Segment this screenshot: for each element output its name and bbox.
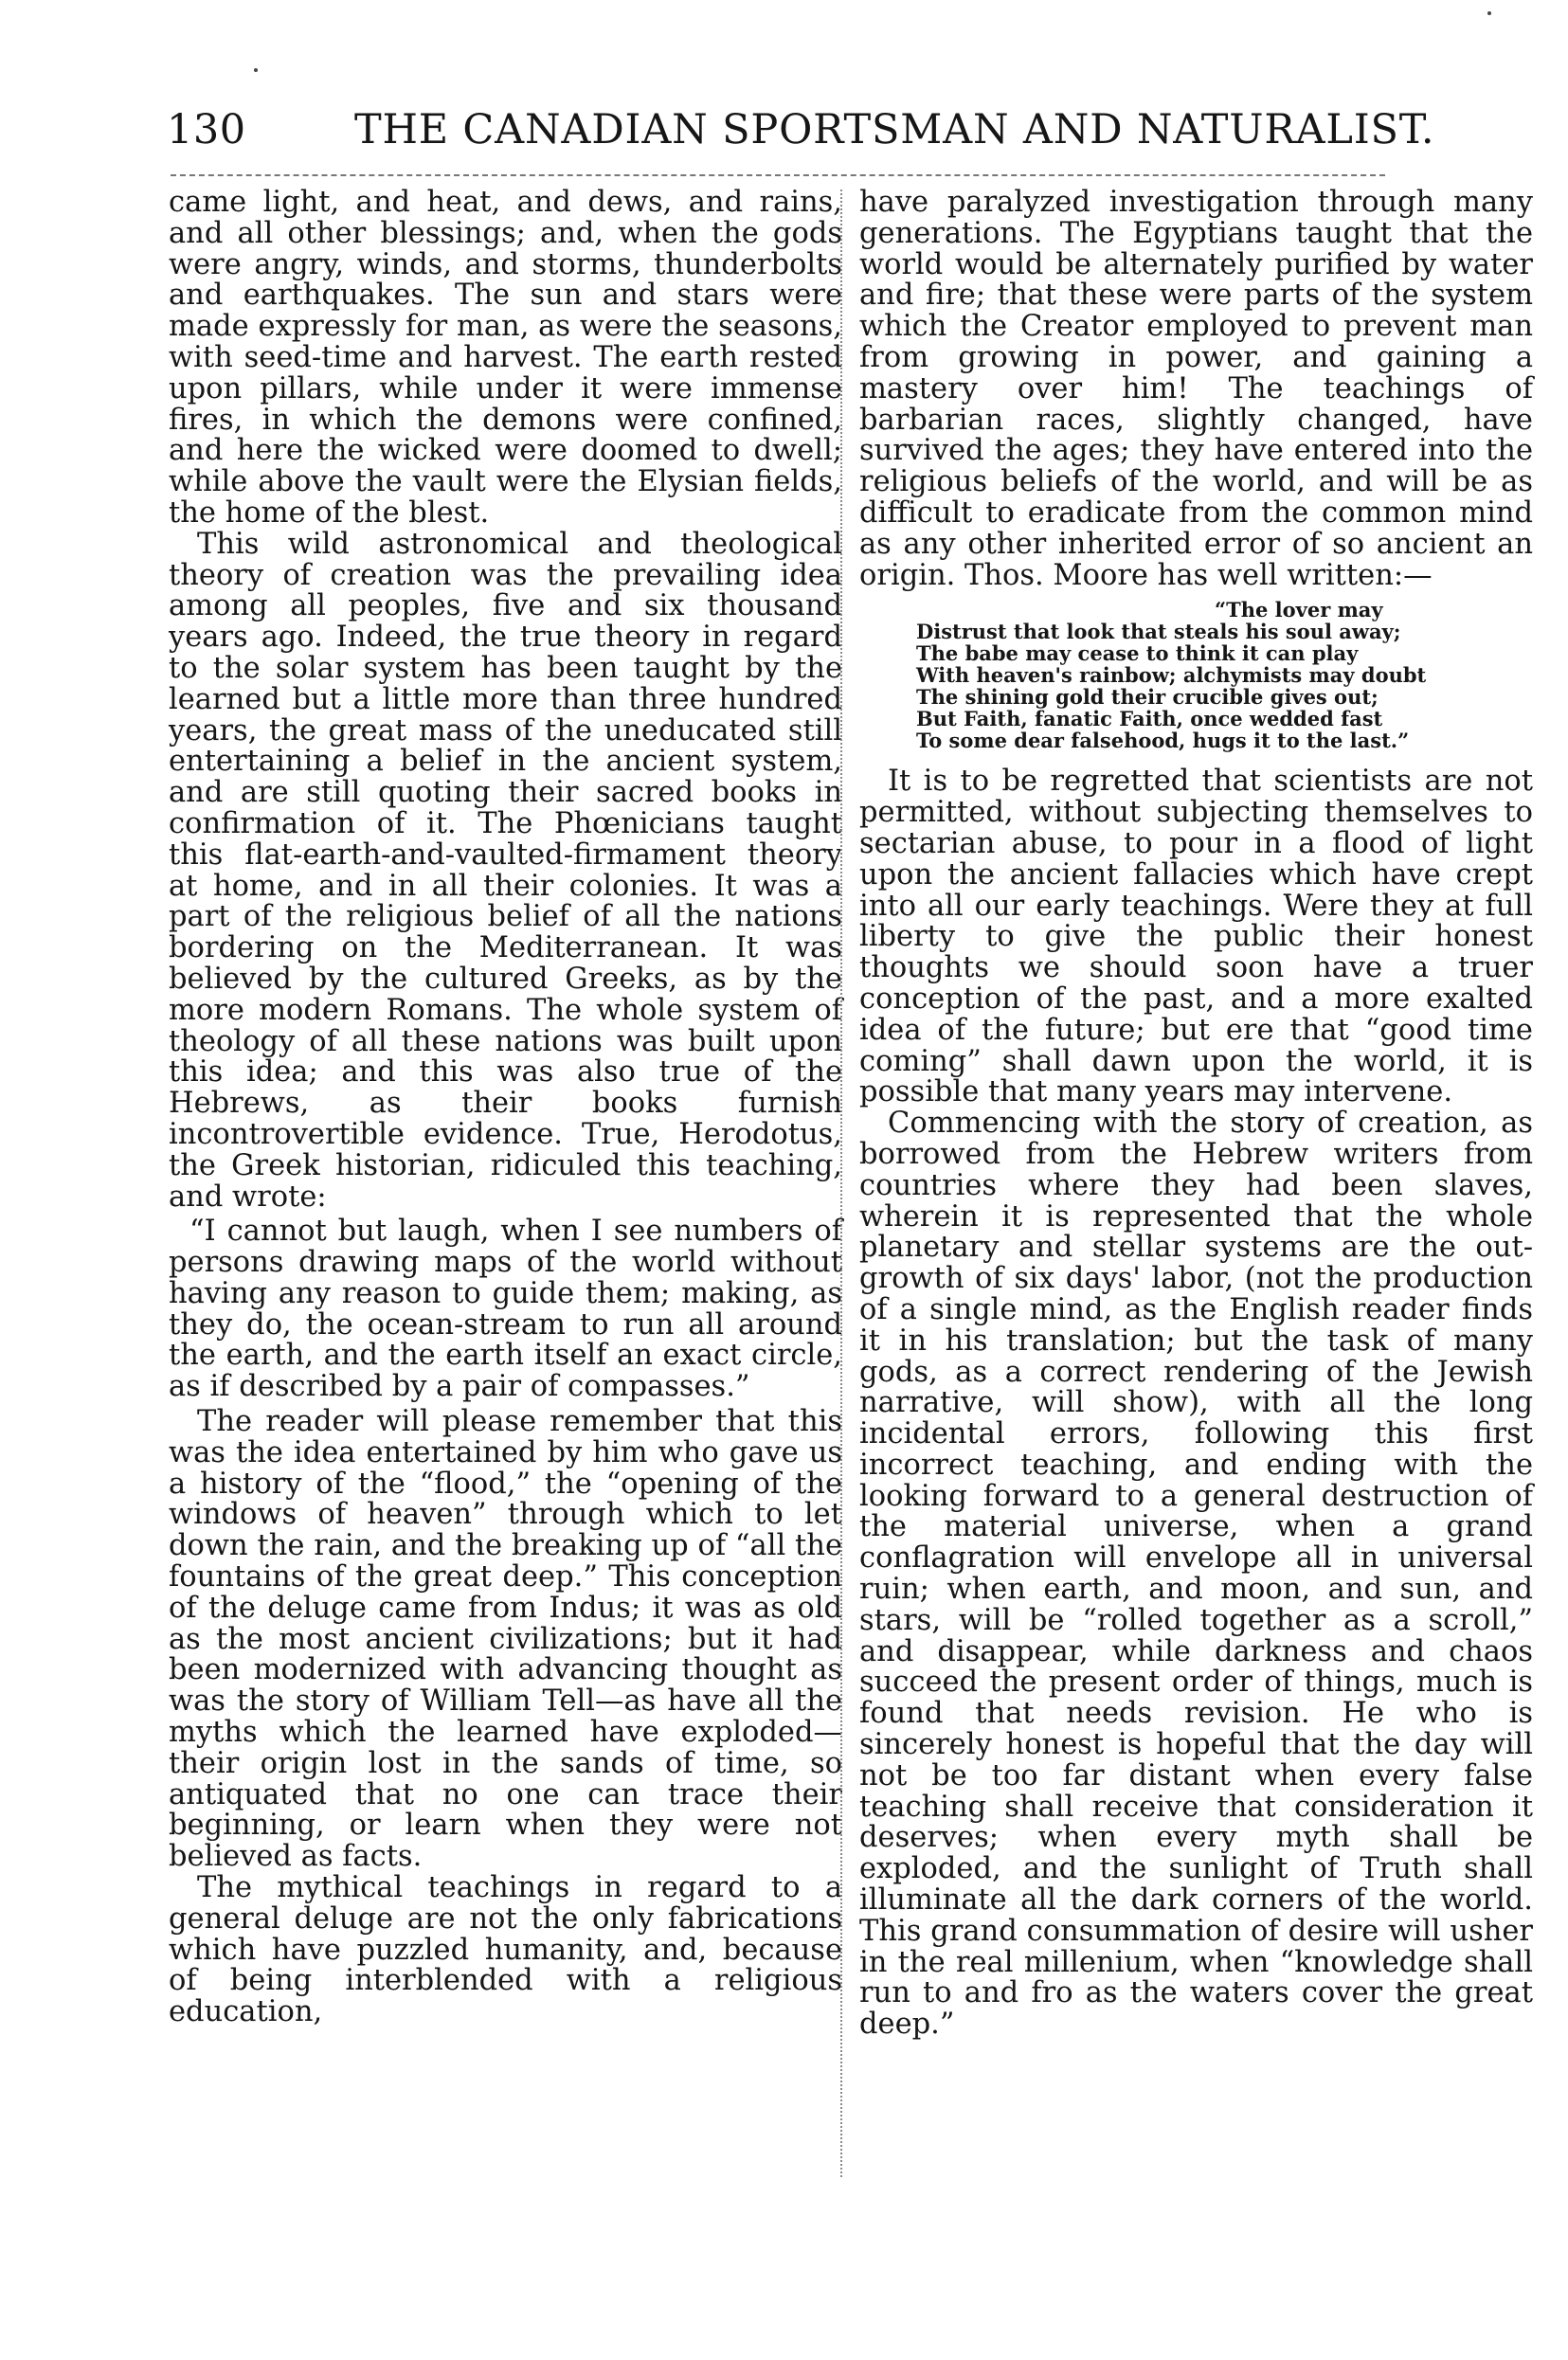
- paragraph: The mythical teachings in regard to a general deluge are not the only fabrications which have puzzled humanity, and, because of being interblended with a religious education,: [169, 1871, 842, 2029]
- paragraph: This wild astronomical and theological theory of creation was the prevailing idea among all peoples, five and six thousand years ago. Indeed, the true theory in regard to the solar system has been taught by the learned but a little more than three hundred years, the great mass of the uneducated still entertaining a belief in the ancient system, and are still quoting their sacred books in confirmation of it. The Phœnicians taught this flat-earth-and-vaulted-firmament theory at home, and in all their colonies. It was a part of the religious belief of all the nations bordering on the Mediterranean. It was believed by the cultured Greeks, as by the more modern Romans. The whole system of theology of all these nations was built upon this idea; and this was also true of the Hebrews, as their books furnish incontrovertible evidence. True, Herodotus, the Greek historian, ridiculed this teaching, and wrote:: [169, 527, 842, 1214]
- poem-line: Distrust that look that steals his soul away;: [916, 620, 1401, 644]
- paragraph: came light, and heat, and dews, and rains, and all other blessings; and, when the gods were angry, winds, and storms, thunderbolts and earthquakes. The sun and stars were made expressly for man, as were the seasons, with seed-time and harvest. The earth rested upon pillars, while under it were immense fires, in which the demons were confined, and here the wicked were doomed to dwell; while above the vault were the Elysian fields, the home of the blest.: [169, 186, 842, 530]
- speck-mark: [1487, 11, 1491, 15]
- poem-quotation: [916, 599, 1533, 751]
- running-title: THE CANADIAN SPORTSMAN AND NATURALIST.: [354, 106, 1435, 153]
- poem-line: The shining gold their crucible gives out;: [916, 685, 1379, 710]
- left-column: [169, 188, 842, 2028]
- poem-line: To some dear falsehood, hugs it to the last.”: [916, 729, 1410, 753]
- poem-line: “The lover may: [1215, 598, 1383, 622]
- paragraph: It is to be regretted that scientists are not permitted, without subjecting themselves to sectarian abuse, to pour in a flood of light upon the ancient fallacies which have crept into all our early teachings. Were they at full liberty to give the public their honest thoughts we should soon have a truer conception of the past, and a more exalted idea of the future; but ere that “good time coming” shall dawn upon the world, it is possible that many years may intervene.: [859, 765, 1533, 1109]
- column-divider: [840, 189, 842, 2177]
- page-number: 130: [167, 106, 246, 153]
- poem-line: But Faith, fanatic Faith, once wedded fast: [916, 707, 1383, 731]
- paragraph: have paralyzed investigation through many generations. The Egyptians taught that the world would be alternately purified by water and fire; that these were parts of the system which the Creator employed to prevent man from growing in power, and gaining a mastery over him! The teachings of barbarian races, slightly changed, have survived the ages; they have entered into the religious beliefs of the world, and will be as difficult to eradicate from the common mind as any other inherited error of so ancient an origin. Thos. Moore has well written:—: [859, 186, 1533, 592]
- paragraph: Commencing with the story of creation, as borrowed from the Hebrew writers from countries where they had been slaves, wherein it is represented that the whole planetary and stellar systems are the out-growth of six days' labor, (not the production of a single mind, as the English reader finds it in his translation; but the task of many gods, as a correct rendering of the Jewish narrative, will show), with all the long incidental errors, following this first incorrect teaching, and ending with the looking forward to a general destruction of the material universe, when a grand conflagration will envelope all in universal ruin; when earth, and moon, and sun, and stars, will be “rolled together as a scroll,” and disappear, while darkness and chaos succeed the present order of things, much is found that needs revision. He who is sincerely honest is hopeful that the day will not be too far distant when every false teaching shall receive that consideration it deserves; when every myth shall be exploded, and the sunlight of Truth shall illuminate all the dark corners of the world. This grand consummation of desire will usher in the real millenium, when “knowledge shall run to and fro as the waters cover the great deep.”: [859, 1107, 1533, 2042]
- quotation: “I cannot but laugh, when I see numbers of persons drawing maps of the world without having any reason to guide them; making, as they do, the ocean-stream to run all around the earth, and the earth itself an exact circle, as if described by a pair of compasses.”: [169, 1215, 842, 1404]
- right-column: [859, 188, 1533, 2041]
- page-header: [167, 106, 1435, 163]
- speck-mark: [254, 68, 258, 72]
- header-rule: [171, 174, 1385, 176]
- paragraph: The reader will please remember that this was the idea entertained by him who gave us a history of the “flood,” the “opening of the windows of heaven” through which to let down the rain, and the breaking up of “all the fountains of the great deep.” This conception of the deluge came from Indus; it was as old as the most ancient civilizations; but it had been modernized with advancing thought as was the story of William Tell—as have all the myths which the learned have exploded—their origin lost in the sands of time, so antiquated that no one can trace their beginning, or learn when they were not believed as facts.: [169, 1405, 842, 1874]
- poem-line: With heaven's rainbow; alchymists may doubt: [916, 663, 1427, 688]
- poem-line: The babe may cease to think it can play: [916, 641, 1359, 666]
